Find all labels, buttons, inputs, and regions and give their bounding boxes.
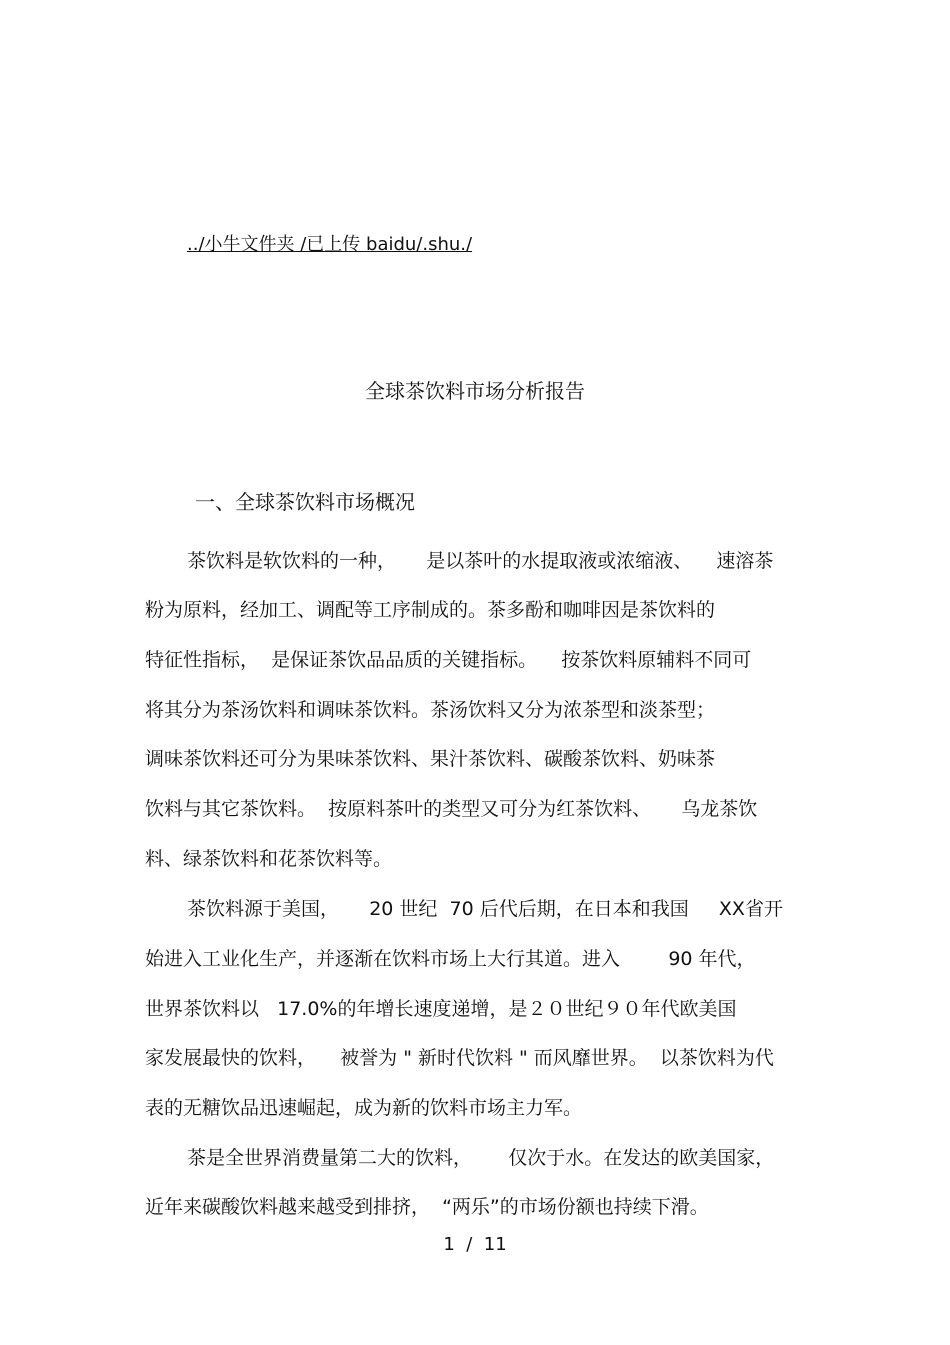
section-heading: 一、全球茶饮料市场概况: [195, 490, 415, 514]
paragraph-line: 茶饮料是软饮料的一种， 是以茶叶的水提取液或浓缩液、 速溶茶: [187, 550, 774, 572]
paragraph-line: 特征性指标， 是保证茶饮品品质的关键指标。 按茶饮料原辅料不同可: [145, 649, 752, 671]
paragraph-line: 世界茶饮料以 17.0%的年增长速度递增，是２０世纪９０年代欧美国: [145, 998, 737, 1020]
paragraph-line: 饮料与其它茶饮料。 按原料茶叶的类型又可分为红茶饮料、 乌龙茶饮: [145, 798, 758, 820]
paragraph-line: 料、绿茶饮料和花茶饮料等。: [145, 848, 393, 870]
paragraph-line: 家发展最快的饮料， 被誉为 " 新时代饮料 " 而风靡世界。 以茶饮料为代: [145, 1047, 774, 1069]
file-path-link[interactable]: ../小牛文件夹 /已上传 baidu/.shu./: [187, 234, 473, 255]
paragraph-line: 始进入工业化生产，并逐渐在饮料市场上大行其道。进入 90 年代，: [145, 948, 756, 970]
paragraph-line: 粉为原料，经加工、调配等工序制成的。茶多酚和咖啡因是茶饮料的: [145, 599, 716, 621]
paragraph-line: 近年来碳酸饮料越来越受到排挤， “两乐”的市场份额也持续下滑。: [145, 1196, 709, 1218]
paragraph-line: 茶是全世界消费量第二大的饮料， 仅次于水。在发达的欧美国家，: [187, 1147, 775, 1169]
paragraph-line: 表的无糖饮品迅速崛起，成为新的饮料市场主力军。: [145, 1097, 583, 1119]
paragraph-line: 茶饮料源于美国， 20 世纪 70 后代后期，在日本和我国 XX省开: [187, 898, 783, 920]
document-title: 全球茶饮料市场分析报告: [365, 379, 585, 403]
paragraph-line: 将其分为茶汤饮料和调味茶饮料。茶汤饮料又分为浓茶型和淡茶型；: [145, 699, 716, 721]
page-number: 1 / 11: [443, 1234, 507, 1255]
paragraph-line: 调味茶饮料还可分为果味茶饮料、果汁茶饮料、碳酸茶饮料、奶味茶: [145, 748, 716, 770]
